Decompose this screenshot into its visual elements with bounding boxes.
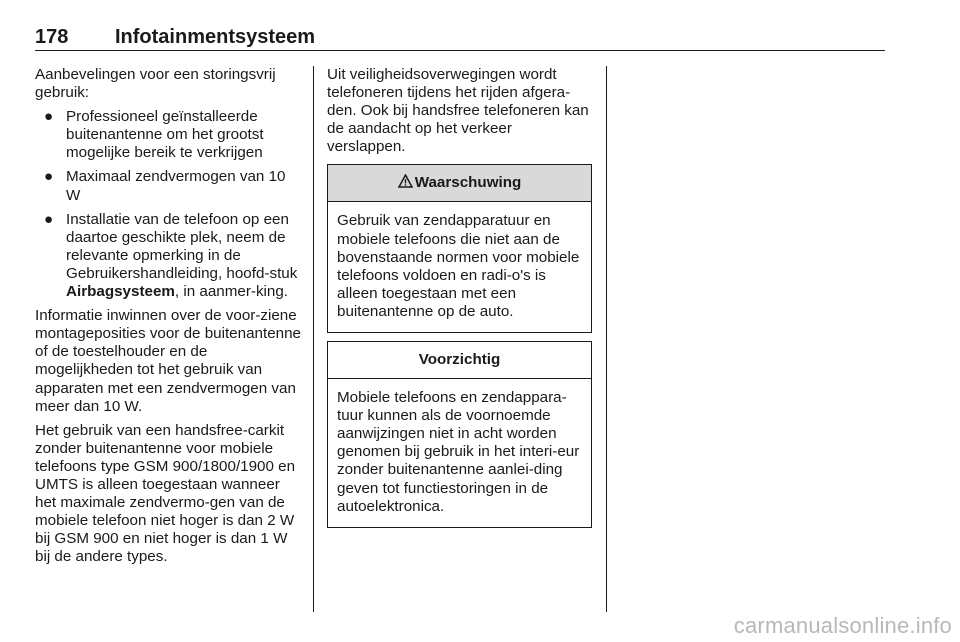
page-title: Infotainmentsysteem bbox=[115, 26, 316, 48]
warning-triangle-icon bbox=[398, 174, 413, 193]
safety-paragraph: Uit veiligheidsoverwegingen wordt telefoneren tijdens het rijden afgera-den. Ook bij handsfree telefoneren kan de aandacht op het verkeer verslappen. bbox=[327, 66, 589, 156]
column-divider bbox=[606, 66, 607, 612]
bullet-icon: ● bbox=[44, 210, 54, 228]
watermark: carmanualsonline.info bbox=[733, 613, 952, 638]
list-item bbox=[35, 168, 303, 204]
warning-title: Waarschuwing bbox=[414, 174, 522, 192]
page-header bbox=[35, 22, 885, 51]
handsfree-paragraph: Het gebruik van een handsfree-carkit zonder buitenantenne voor mobiele telefoons type GSM 900/1800/1900 en UMTS is alleen toegestaan wanneer het maximale zendvermo-gen van de mobiele telefoon niet hoger is dan 2 W bij GSM 900 en niet hoger is dan 1 W bij de andere types. bbox=[35, 421, 296, 566]
caution-box bbox=[327, 341, 592, 528]
airbag-reference: Airbagsysteem bbox=[66, 283, 175, 301]
antenna-info-paragraph: Informatie inwinnen over de voor-ziene montageposities voor de buitenantenne of de toestelhouder en de mogelijkheden tot het gebruik van apparaten met een zendvermogen van meer dan 10 W. bbox=[35, 307, 301, 415]
warning-box bbox=[327, 164, 592, 333]
intro-text: Aanbevelingen voor een storingsvrij gebruik: bbox=[35, 66, 276, 102]
column-divider bbox=[313, 66, 314, 612]
list-item bbox=[35, 211, 303, 301]
list-item-text: Professioneel geïnstalleerde buitenantenne om het grootst mogelijke bereik te verkrijgen bbox=[66, 108, 264, 162]
caution-text: Mobiele telefoons en zendappara-tuur kunnen als de voornoemde aanwijzingen niet in acht worden genomen bij gebruik in het interi-eur zonder buitenantenne aanlei-ding geven tot functiestoringen in de autoelektronica. bbox=[337, 389, 580, 515]
list-item bbox=[35, 108, 303, 162]
list-item-text: Installatie van de telefoon op een daartoe geschikte plek, neem de relevante opmerking in de Gebruikershandleiding, hoofd-stuk bbox=[66, 210, 298, 282]
bullet-icon: ● bbox=[44, 108, 54, 126]
page-number: 178 bbox=[35, 26, 69, 48]
list-item-text: , in aanmer-king. bbox=[174, 283, 289, 301]
caution-header bbox=[328, 342, 591, 379]
bullet-icon: ● bbox=[44, 168, 54, 186]
list-item-text: Maximaal zendvermogen van 10 W bbox=[66, 168, 286, 204]
caution-title: Voorzichtig bbox=[418, 350, 501, 368]
warning-header bbox=[328, 165, 591, 202]
warning-text: Gebruik van zendapparatuur en mobiele telefoons die niet aan de bovenstaande normen voor mobiele telefoons voldoen en radi-o's is alleen toegestaan met een buitenantenne op de auto. bbox=[337, 212, 580, 320]
middle-column bbox=[327, 66, 592, 528]
left-column bbox=[35, 66, 303, 572]
recommendations-list bbox=[35, 108, 303, 301]
